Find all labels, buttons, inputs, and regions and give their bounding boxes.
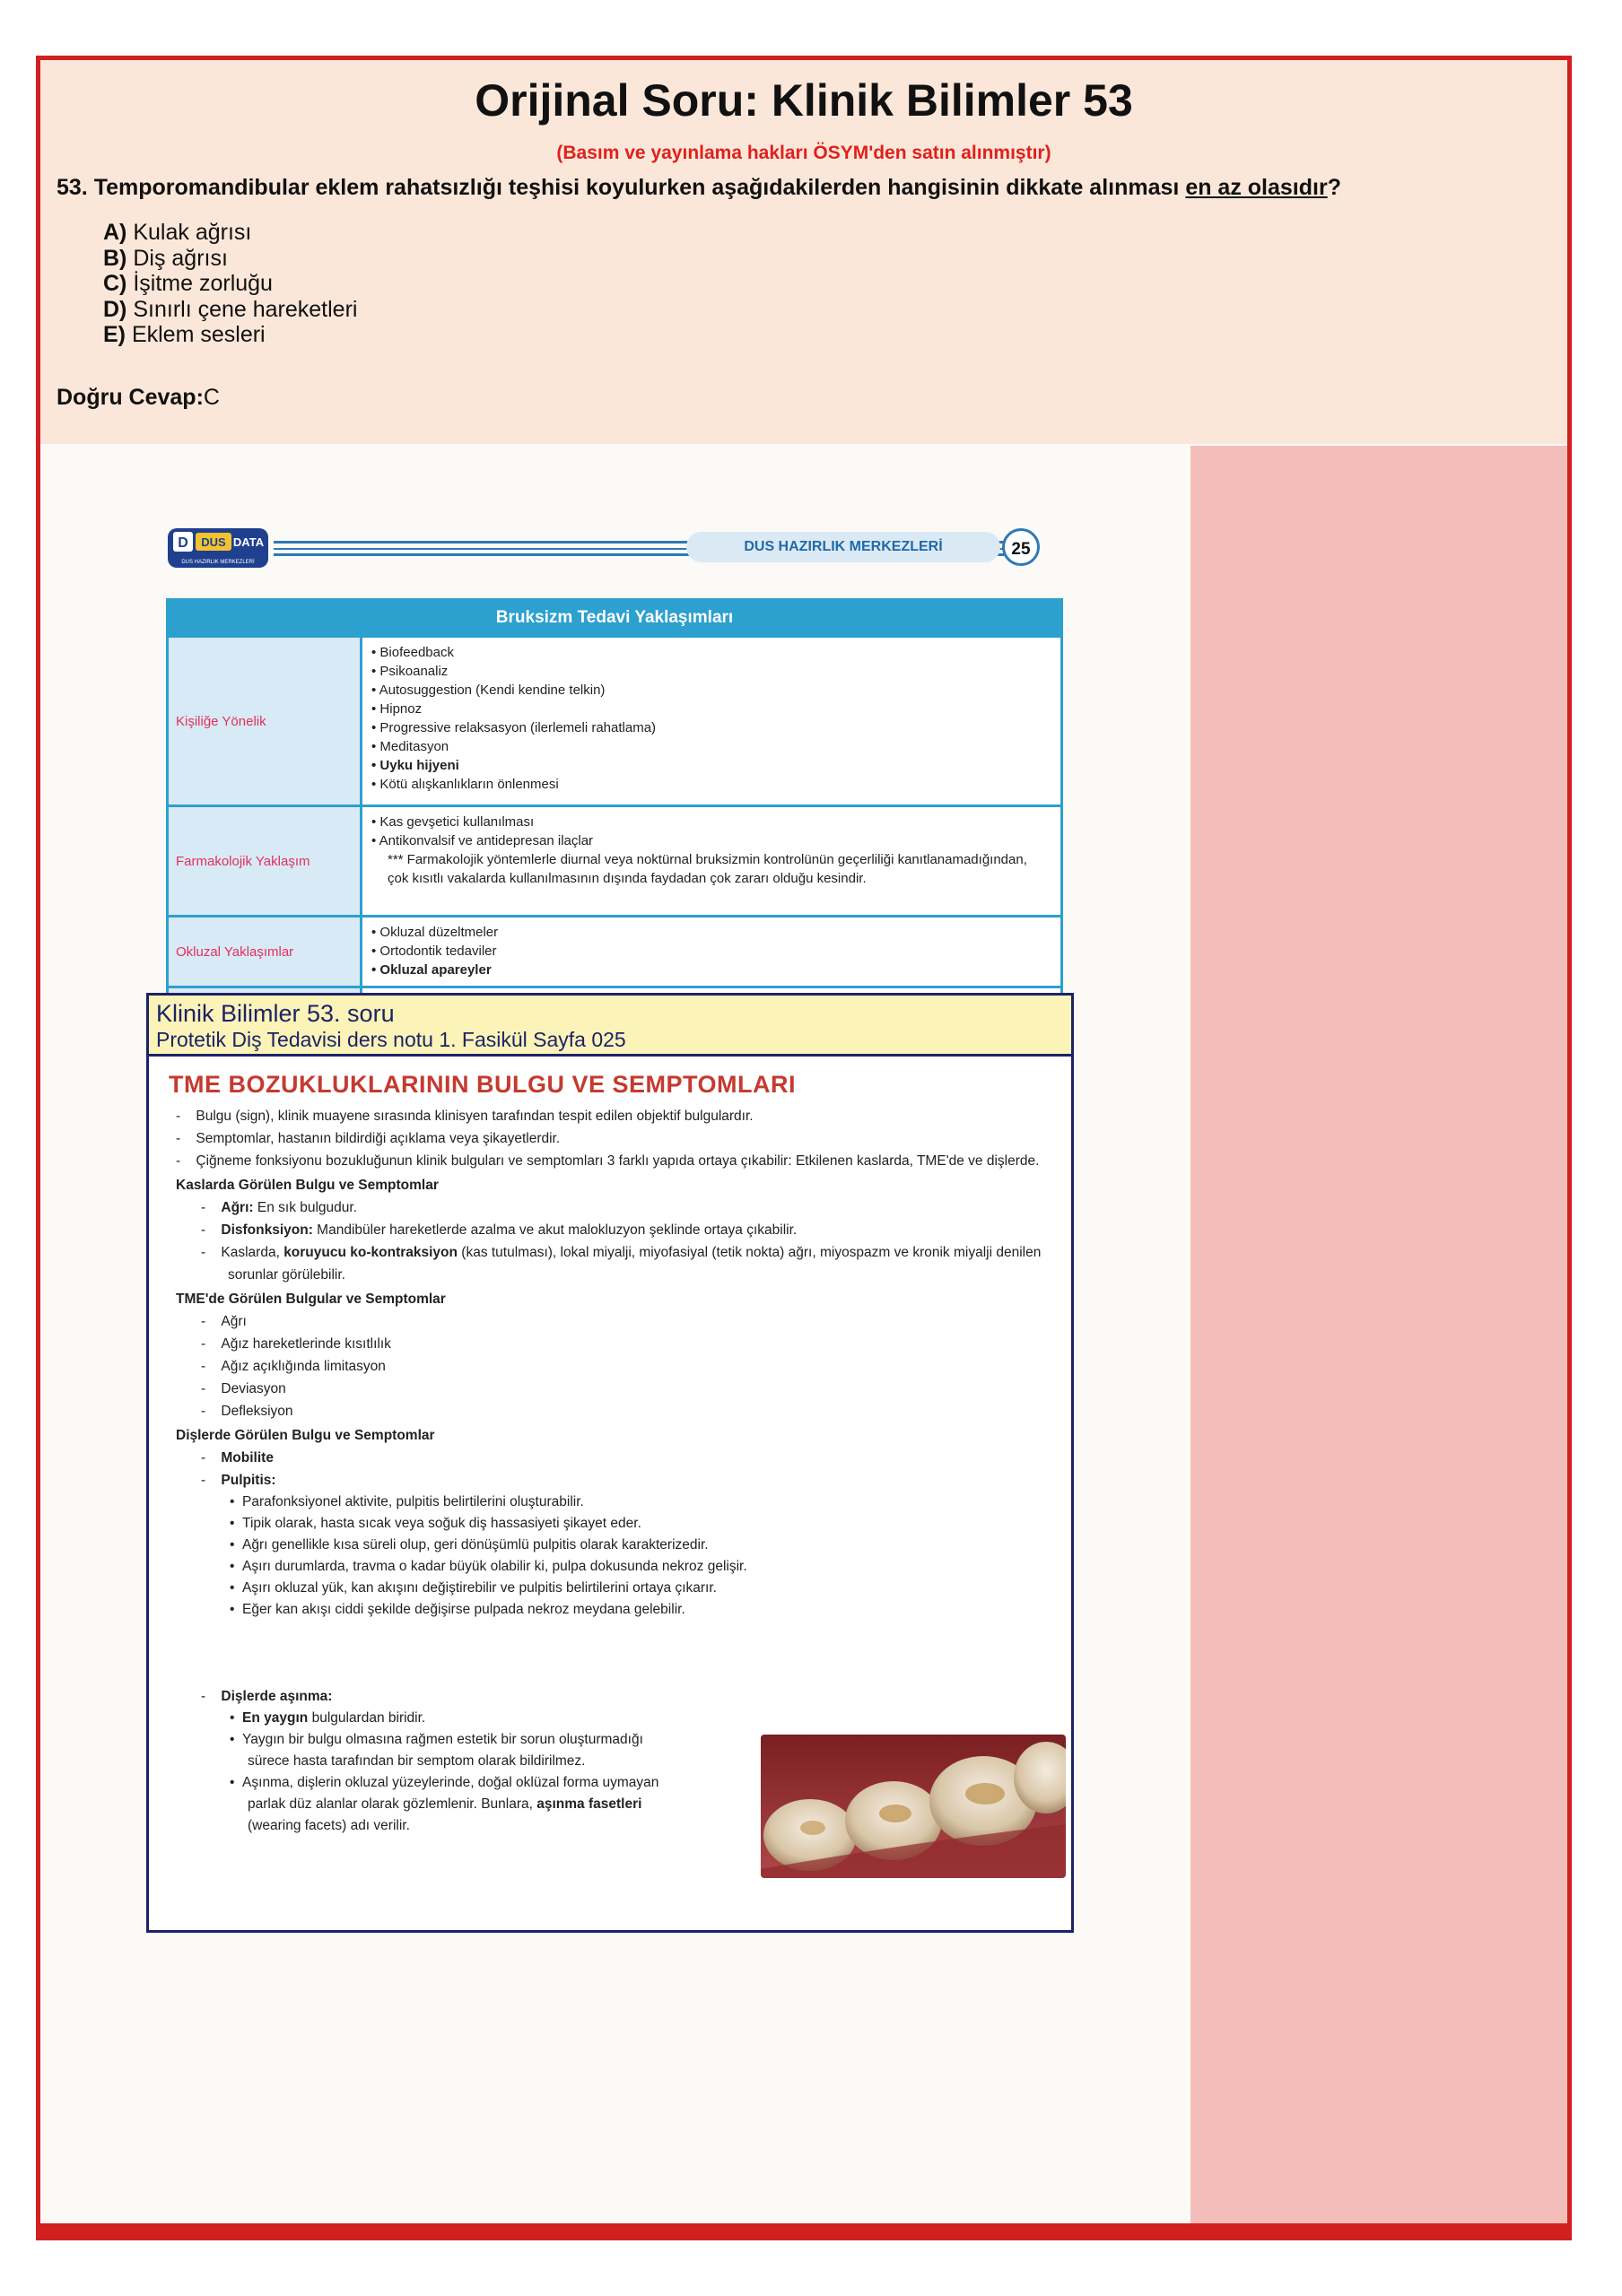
wear-section [176,1686,678,1837]
question-title: Orijinal Soru: Klinik Bilimler 53 [475,75,1133,126]
question-emphasis: en az olasıdır [1185,175,1328,200]
table-title: Bruksizm Tedavi Yaklaşımları [169,601,1060,635]
answer-options [103,220,357,348]
list-item: - Bulgu (sign), klinik muayene sırasında klinisyen tarafından tespit edilen objektif bulgulardır. [176,1109,754,1124]
list-item: - Pulpitis: [201,1473,276,1488]
dus-data-logo [166,526,270,570]
bullet-item: • Yaygın bir bulgu olmasına rağmen estetik bir sorun oluşturmadığı sürece hasta tarafından bir semptom olarak bildirilmez. [230,1732,643,1769]
table-row [169,804,1060,915]
list-item: - Dişlerde aşınma: [201,1689,333,1704]
row-label: Okluzal Yaklaşımlar [169,918,362,986]
table-row [169,635,1060,804]
question-number: 53. [57,175,88,200]
question-stem [57,175,1341,201]
list-item: - Deviasyon [201,1381,286,1396]
list-item: - Ağız hareketlerinde kısıtlılık [201,1336,391,1352]
row-content: • Biofeedback • Psikoanaliz • Autosuggestion (Kendi kendine telkin) • Hipnoz • Progressive relaksasyon (ilerlemeli rahatlama) • Meditasyon • Uyku hijyeni • Kötü alışkanlıkların önlenmesi [371,645,657,792]
bullet-item: • Aşırı durumlarda, travma o kadar büyük olabilir ki, pulpa dokusunda nekroz gelişir. [230,1559,747,1574]
row-content: • Okluzal düzeltmeler • Ortodontik tedaviler • Okluzal apareyler [371,925,499,978]
page-frame [36,56,1572,2228]
section-heading: TME BOZUKLUKLARININ BULGU VE SEMPTOMLARI [169,1071,796,1098]
list-item: - Semptomlar, hastanın bildirdiği açıklama veya şikayetlerdir. [176,1131,561,1146]
svg-text:DATA: DATA [232,535,265,549]
svg-text:D: D [178,535,188,551]
book-page-header [166,523,1063,577]
table-note: *** Farmakolojik yöntemlerle diurnal veya noktürnal bruksizmin kontrolünün geçerliliği kanıtlanamadığından, çok kısıtlı vakalarda kullanılmasının dışında faydadan çok zararı olduğu kesindir. [388,852,1027,886]
list-item: - Disfonksiyon: Mandibüler hareketlerde azalma ve akut malokluzyon şeklinde ortaya çıkabilir. [201,1222,798,1238]
svg-text:DUS HAZIRLIK MERKEZLERİ: DUS HAZIRLIK MERKEZLERİ [181,560,255,565]
bruksizm-table [166,598,1063,1011]
option-d: D) Sınırlı çene hareketleri [103,296,358,322]
excerpt-source: Protetik Diş Tedavisi ders notu 1. Fasikül Sayfa 025 [156,1028,626,1051]
option-c: C) İşitme zorluğu [103,271,273,296]
list-item: - Ağız açıklığında limitasyon [201,1359,386,1374]
bullet-item: • Aşırı okluzal yük, kan akışını değiştirebilir ve pulpitis belirtilerini ortaya çıkarır. [230,1580,717,1596]
option-e: E) Eklem sesleri [103,322,266,347]
bottom-bar [36,2228,1572,2240]
list-item: - Ağrı: En sık bulgudur. [201,1200,358,1215]
bullet-item: • En yaygın bulgulardan biridir. [230,1710,426,1726]
subheading: TME'de Görülen Bulgular ve Semptomlar [176,1292,446,1307]
option-a: A) Kulak ağrısı [103,220,252,245]
excerpt-header [149,996,1071,1057]
question-text: Temporomandibular eklem rahatsızlığı teşhisi koyulurken aşağıdakilerden hangisinin dikkate alınması [93,175,1180,200]
subheading: Dişlerde Görülen Bulgu ve Semptomlar [176,1428,435,1443]
correct-answer: Doğru Cevap:C [57,385,220,410]
page-number: 25 [1002,528,1040,566]
table-row [169,915,1060,986]
section-body [176,1105,1055,1621]
question-mark: ? [1327,175,1341,200]
excerpt-title: Klinik Bilimler 53. soru [156,1000,395,1027]
list-item: - Mobilite [201,1450,274,1465]
subheading: Kaslarda Görülen Bulgu ve Semptomlar [176,1178,439,1193]
question-panel [40,60,1567,444]
option-b: B) Diş ağrısı [103,245,228,271]
list-item: - Defleksiyon [201,1404,293,1419]
bullet-item: • Eğer kan akışı ciddi şekilde değişirse pulpada nekroz meydana gelebilir. [230,1602,685,1617]
bullet-item: • Parafonksiyonel aktivite, pulpitis belirtilerini oluşturabilir. [230,1494,584,1509]
lecture-note-excerpt [146,993,1074,1933]
tooth-wear-photo [761,1735,1066,1878]
bullet-item: • Aşınma, dişlerin okluzal yüzeylerinde, doğal oklüzal forma uymayan parlak düz alanlar olarak gözlemlenir. Bunlara, aşınma fasetleri (wearing facets) adı verilir. [230,1775,659,1833]
list-item: - Kaslarda, koruyucu ko-kontraksiyon (kas tutulması), lokal miyalji, miyofasiyal (tetik nokta) ağrı, miyospazm ve kronik miyalji denilen sorunlar görülebilir. [201,1245,1042,1283]
row-label: Farmakolojik Yaklaşım [169,807,362,915]
side-strip [1190,446,1567,2223]
svg-text:DUS: DUS [201,535,226,549]
copyright-notice: (Basım ve yayınlama hakları ÖSYM'den satın alınmıştır) [556,143,1051,163]
bullet-item: • Tipik olarak, hasta sıcak veya soğuk diş hassasiyeti şikayet eder. [230,1516,641,1531]
list-item: - Çiğneme fonksiyonu bozukluğunun klinik bulguları ve semptomları 3 farklı yapıda ortaya çıkabilir: Etkilenen kaslarda, TME'de ve dişlerde. [176,1153,1040,1169]
list-item: - Ağrı [201,1314,247,1329]
row-content: • Kas gevşetici kullanılması • Antikonvalsif ve antidepresan ilaçlar *** Farmakolojik yöntemlerle diurnal veya noktürnal bruksizmin kontrolünün geçerliliği kanıtlanamadığından, çok kısıtlı vakalarda kullanılmasının dışında faydadan çok zararı olduğu kesindir. [362,807,1060,915]
header-pill: DUS HAZIRLIK MERKEZLERİ [686,532,1000,562]
row-label: Kişiliğe Yönelik [169,638,362,804]
bullet-item: • Ağrı genellikle kısa süreli olup, geri dönüşümlü pulpitis olarak karakterizedir. [230,1537,709,1552]
